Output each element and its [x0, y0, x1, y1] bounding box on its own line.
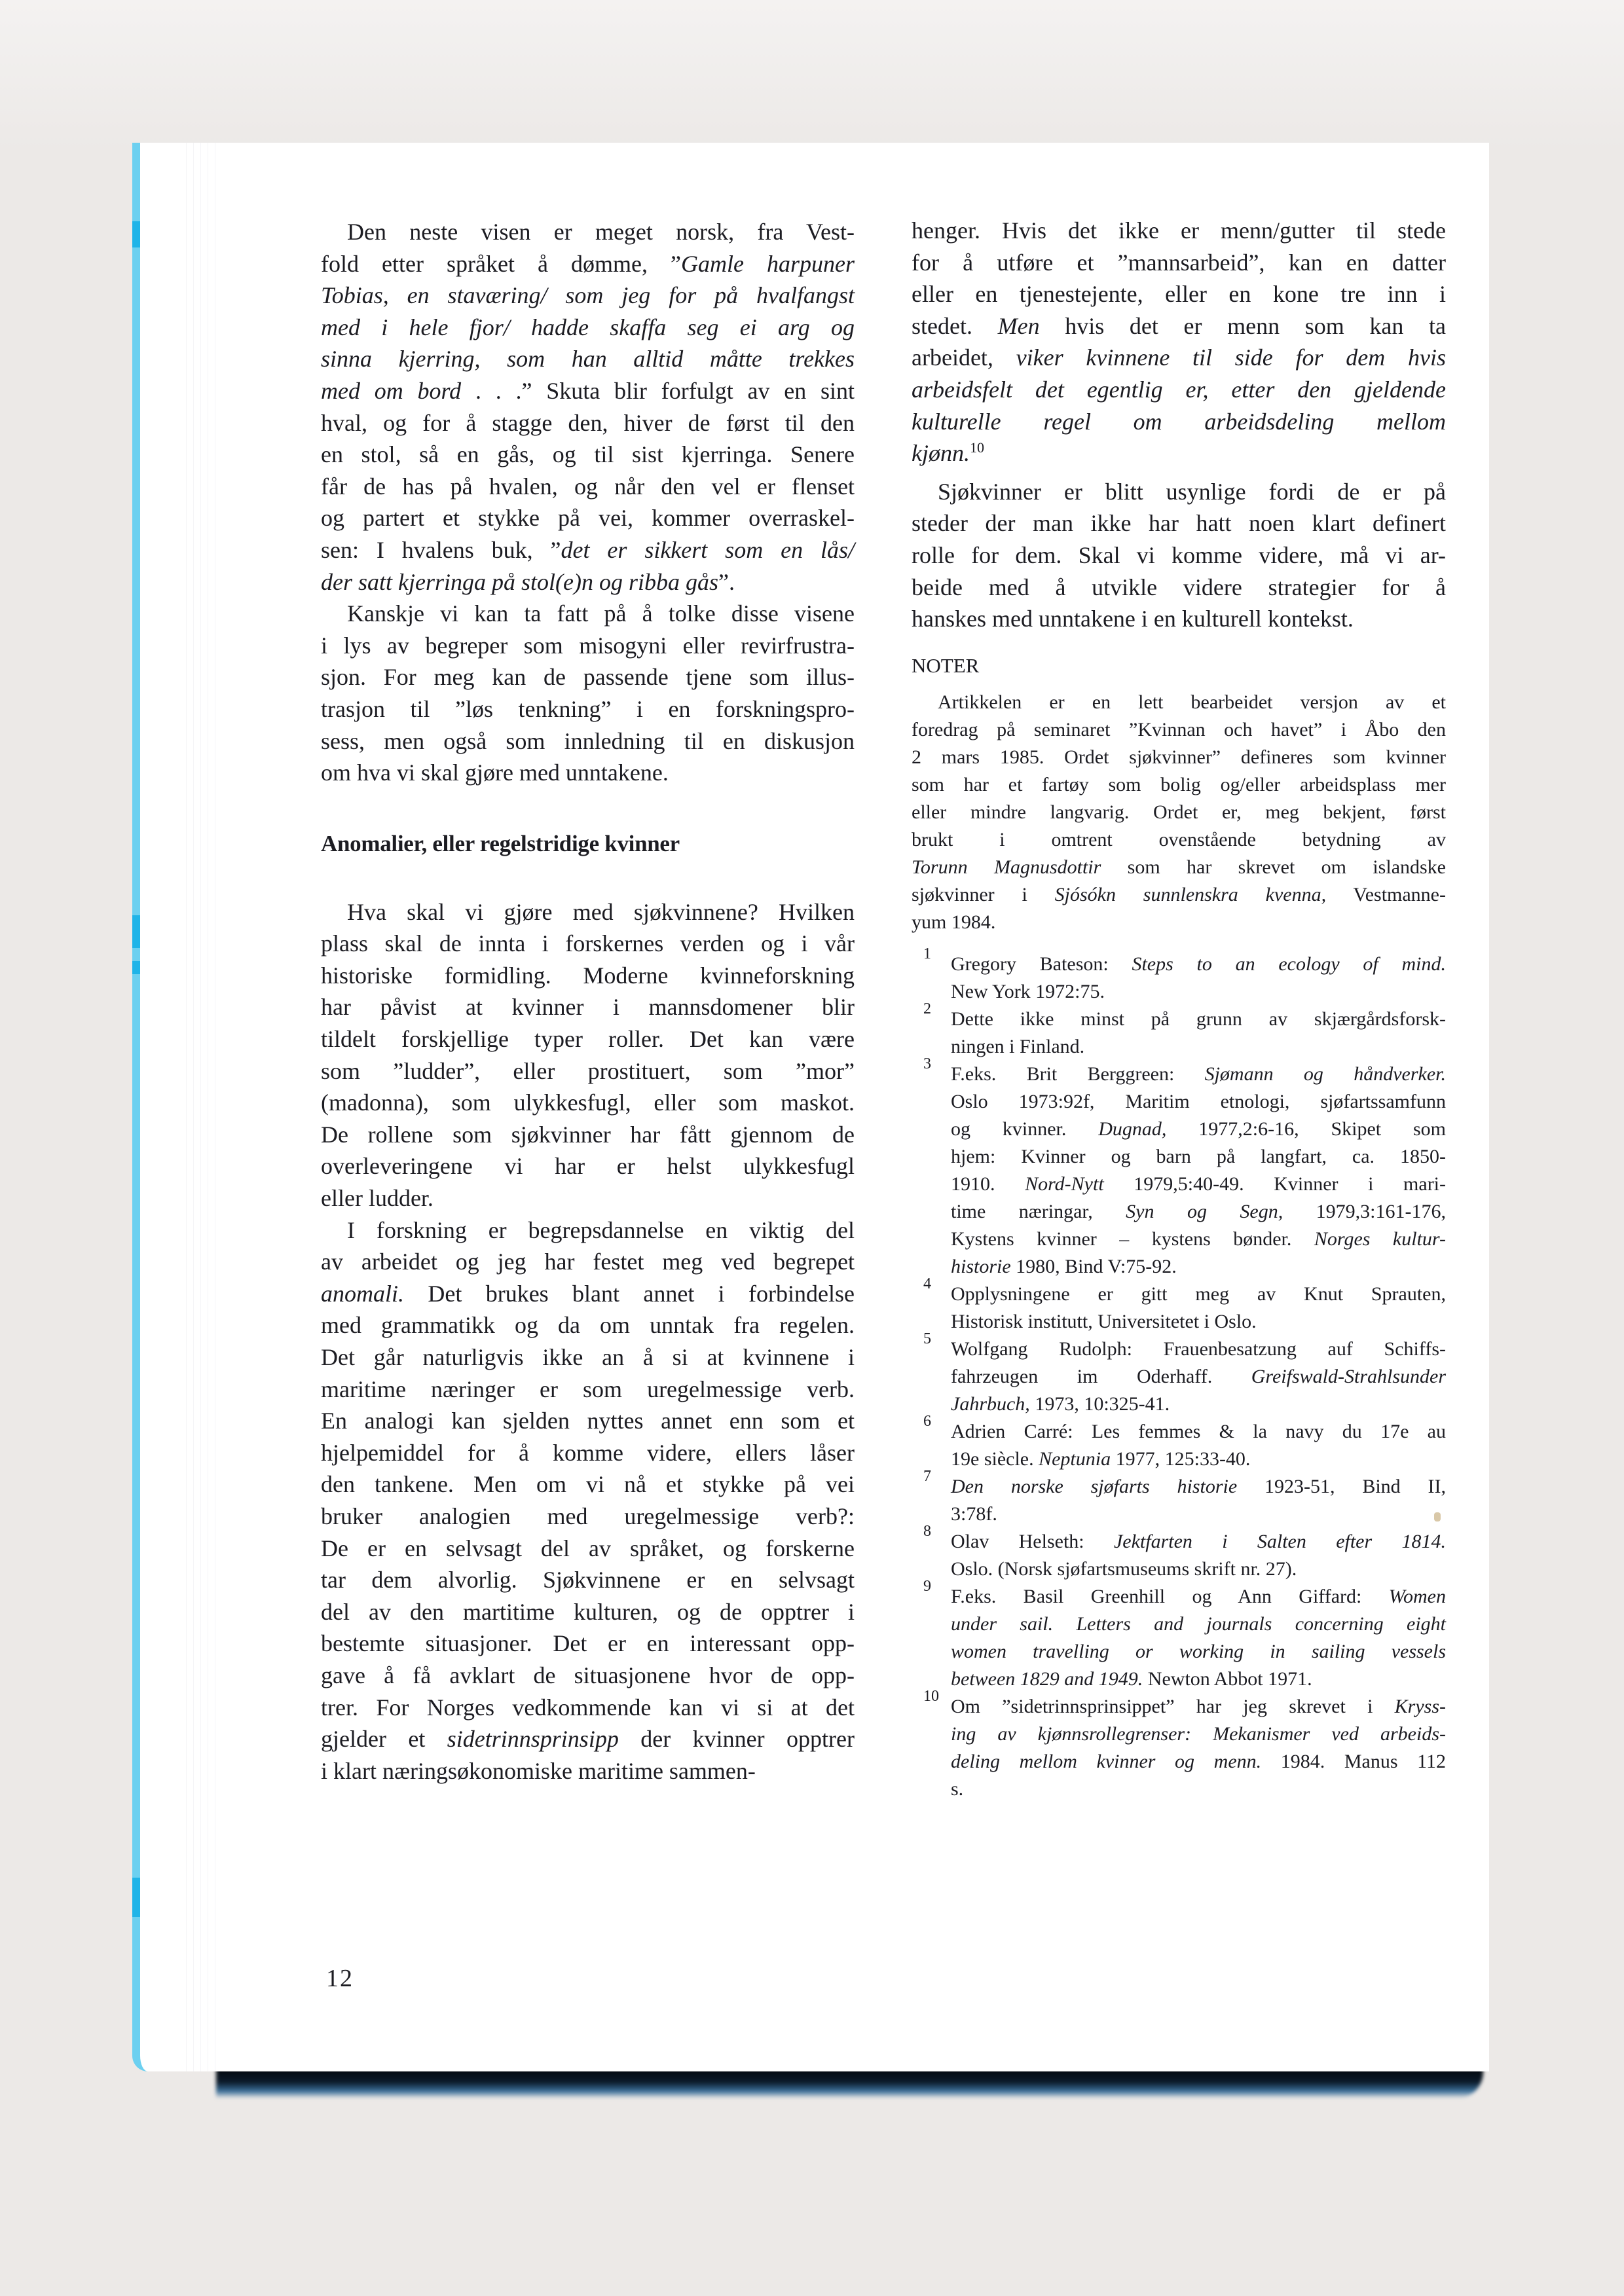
text-line — [912, 799, 1446, 826]
footnote-number: 7 — [923, 1467, 931, 1485]
text-run: Historisk institutt, Universitetet i Oslo. — [951, 1310, 1257, 1332]
text-line — [321, 1692, 855, 1724]
text-run: stedet. — [912, 312, 998, 339]
text-line — [321, 534, 855, 566]
text-line — [951, 1363, 1446, 1391]
cover-edge-mark — [132, 221, 140, 247]
text-line — [321, 991, 855, 1023]
text-line — [321, 1564, 855, 1596]
italic-text: det er sikkert som en lås/ — [561, 536, 855, 563]
text-line — [951, 1061, 1446, 1088]
text-run: sen: I hvalens buk, ” — [321, 536, 561, 563]
text-line — [912, 689, 1446, 716]
text-run: Oslo. (Norsk sjøfartsmuseums skrift nr. 27). — [951, 1558, 1297, 1580]
text-run: henger. Hvis det ikke er menn/gutter til stede — [912, 217, 1446, 244]
text-run: Om ”sidetrinnsprinsippet” har jeg skrevet i — [951, 1695, 1395, 1717]
text-run: hjelpemiddel for å komme videre, ellers låser — [321, 1439, 855, 1466]
italic-text: Torunn Magnusdottir — [912, 856, 1101, 878]
footnote-number: 9 — [923, 1577, 931, 1595]
text-run: 1980, Bind V:75-92. — [1010, 1255, 1177, 1277]
text-run: 1923-51, Bind II, — [1237, 1475, 1446, 1497]
text-line — [951, 1253, 1446, 1281]
section-heading: Anomalier, eller regelstridige kvinner — [321, 830, 680, 856]
cover-edge-mark — [132, 915, 140, 948]
footnote-number: 4 — [923, 1275, 931, 1292]
italic-text: ing av kjønnsrollegrenser: Mekanismer ved arbeids- — [951, 1722, 1446, 1745]
text-line — [321, 1214, 855, 1247]
text-line — [951, 1611, 1446, 1638]
italic-text: Sjømann og håndverker. — [1204, 1063, 1446, 1085]
text-run: New York 1972:75. — [951, 980, 1105, 1002]
text-run: yum 1984. — [912, 911, 996, 933]
text-line — [951, 1281, 1446, 1308]
paragraph — [321, 598, 855, 789]
text-line — [321, 1246, 855, 1278]
text-run: med grammatikk og da om unntak fra regelen. — [321, 1312, 855, 1339]
text-line — [951, 1171, 1446, 1198]
text-line — [321, 1309, 855, 1341]
paragraph — [321, 896, 855, 1214]
text-line — [321, 502, 855, 534]
text-run: sjon. For meg kan de passende tjene som illus- — [321, 664, 855, 691]
text-run: eller ludder. — [321, 1185, 434, 1212]
italic-text: Kryss- — [1394, 1695, 1446, 1717]
text-run: Vestmanne- — [1326, 883, 1446, 905]
text-line — [912, 603, 1446, 635]
text-run: for å utføre et ”mannsarbeid”, kan en datter — [912, 249, 1446, 276]
text-line — [951, 1446, 1446, 1473]
text-run: hvis det er menn som kan ta — [1039, 312, 1446, 339]
text-line — [321, 598, 855, 630]
text-line — [912, 247, 1446, 279]
text-line — [951, 1583, 1446, 1611]
cover-edge-mark — [132, 1878, 140, 1917]
footnote-number: 10 — [923, 1687, 939, 1705]
text-line — [321, 1468, 855, 1501]
footnote-number: 8 — [923, 1522, 931, 1540]
text-run: hval, og for å stagge den, hiver de først til den — [321, 409, 855, 436]
text-line — [951, 1473, 1446, 1501]
text-run: som har skrevet om islandske — [1101, 856, 1447, 878]
text-line — [321, 439, 855, 471]
text-run: 3:78f. — [951, 1503, 997, 1525]
text-line — [321, 407, 855, 439]
text-line — [321, 1119, 855, 1151]
italic-text: viker kvinnene til side for dem hvis — [1016, 344, 1446, 371]
text-run: ”. — [718, 568, 735, 595]
text-run: 2 mars 1985. Ordet sjøkvinner” defineres som kvinner — [912, 746, 1446, 768]
text-line — [321, 1182, 855, 1214]
text-line — [321, 216, 855, 248]
text-line — [912, 572, 1446, 604]
text-line — [321, 1628, 855, 1660]
text-line — [912, 507, 1446, 539]
italic-text: med i hele fjor/ hadde skaffa seg ei arg og — [321, 314, 855, 340]
footnote — [912, 1412, 1446, 1473]
text-run: en stol, så en gås, og til sist kjerringa. Senere — [321, 441, 855, 468]
text-run: Det går naturligvis ikke an å si at kvinnene i — [321, 1344, 855, 1370]
text-line — [951, 1336, 1446, 1363]
text-line — [321, 375, 855, 407]
italic-text: anomali. — [321, 1280, 405, 1307]
text-run: De rollene som sjøkvinner har fått gjennom de — [321, 1121, 855, 1148]
text-run: overleveringene vi har er helst ulykkesfugl — [321, 1153, 855, 1180]
text-run: foredrag på seminaret ”Kvinnan och havet” i Åbo den — [912, 718, 1446, 740]
text-run: F.eks. Basil Greenhill og Ann Giffard: — [951, 1585, 1389, 1607]
italic-text: Women — [1388, 1585, 1446, 1607]
italic-text: kjønn. — [912, 440, 970, 467]
text-run: historiske formidling. Moderne kvinneforskning — [321, 962, 855, 989]
text-run: fahrzeugen im Oderhaff. — [951, 1365, 1251, 1387]
text-line — [912, 278, 1446, 310]
footnote-number: 1 — [923, 945, 931, 962]
text-run: beide med å utvikle videre strategier for å — [912, 574, 1446, 600]
italic-text: Neptunia — [1039, 1448, 1111, 1470]
text-run: som har et fartøy som bolig og/eller arbeidsplass mer — [912, 773, 1446, 795]
text-run: om hva vi skal gjøre med unntakene. — [321, 759, 669, 786]
text-line — [951, 1418, 1446, 1446]
footnote — [912, 1522, 1446, 1583]
text-run: F.eks. Brit Berggreen: — [951, 1063, 1205, 1085]
text-line — [951, 1198, 1446, 1226]
text-line — [321, 1278, 855, 1310]
italic-text: Norges kultur- — [1314, 1228, 1446, 1250]
italic-text: between 1829 and 1949. — [951, 1667, 1143, 1690]
page-stack-edges — [179, 143, 219, 2071]
text-line — [912, 539, 1446, 572]
italic-text: historie — [951, 1255, 1011, 1277]
cover-edge-mark — [132, 961, 140, 974]
text-line — [321, 1723, 855, 1755]
intro-note — [912, 689, 1446, 936]
italic-text: Jahrbuch, — [951, 1393, 1030, 1415]
text-run: De er en selvsagt del av språket, og forskerne — [321, 1535, 855, 1561]
paragraph — [321, 1214, 855, 1787]
text-line — [912, 854, 1446, 881]
text-line — [912, 342, 1446, 374]
text-line — [951, 1501, 1446, 1528]
paper-speck — [1434, 1512, 1441, 1522]
text-run: Artikkelen er en lett bearbeidet versjon av et — [938, 691, 1446, 713]
text-line — [912, 310, 1446, 342]
text-line — [321, 312, 855, 344]
text-line — [951, 1693, 1446, 1721]
text-run: Adrien Carré: Les femmes & la navy du 17e au — [951, 1420, 1446, 1442]
text-line — [912, 374, 1446, 406]
text-run: 19e siècle. — [951, 1448, 1039, 1470]
italic-text: Nord-Nytt — [1025, 1173, 1104, 1195]
text-line — [951, 951, 1446, 978]
text-line — [951, 1088, 1446, 1116]
text-line — [321, 661, 855, 693]
text-run: I forskning er begrepsdannelse en viktig del — [347, 1216, 855, 1243]
text-run: Hva skal vi gjøre med sjøkvinnene? Hvilken — [347, 898, 855, 925]
text-run: rolle for dem. Skal vi komme videre, må vi ar- — [912, 541, 1446, 568]
text-line — [321, 1755, 855, 1787]
text-run: gave å få avklart de situasjonene hvor de opp- — [321, 1662, 855, 1688]
left-column — [321, 216, 855, 1787]
text-run: eller en tjenestejente, eller en kone tre inn i — [912, 281, 1446, 308]
text-line — [912, 716, 1446, 744]
italic-text: deling mellom kvinner og menn. — [951, 1750, 1262, 1772]
text-line — [321, 1374, 855, 1406]
text-run: 1977,2:6-16, Skipet som — [1166, 1118, 1446, 1140]
text-run: del av den martitime kulturen, og de opptrer i — [321, 1598, 855, 1625]
text-run: får de has på hvalen, og når den vel er flenset — [321, 473, 855, 500]
text-run: som ”ludder”, eller prostituert, som ”mor” — [321, 1057, 855, 1084]
text-run: tar dem alvorlig. Sjøkvinnene er en selvsagt — [321, 1567, 855, 1594]
text-run: av arbeidet og jeg har festet meg ved begrepet — [321, 1248, 855, 1275]
text-run: Opplysningene er gitt meg av Knut Sprauten, — [951, 1283, 1446, 1305]
text-line — [912, 215, 1446, 247]
footnote — [912, 1330, 1446, 1418]
text-run: i lys av begreper som misogyni eller revirfrustra- — [321, 632, 855, 659]
text-run: sess, men også som innledning til en diskusjon — [321, 727, 855, 754]
text-run: maritime næringer er som uregelmessige verb. — [321, 1376, 855, 1402]
text-run: Kystens kvinner – kystens bønder. — [951, 1228, 1314, 1250]
text-run: s. — [951, 1777, 964, 1800]
text-line — [321, 960, 855, 992]
footnote — [912, 1577, 1446, 1693]
footnote-number: 5 — [923, 1330, 931, 1347]
text-line — [951, 1721, 1446, 1748]
text-line — [321, 1501, 855, 1533]
text-line — [321, 1533, 855, 1565]
text-line — [321, 1341, 855, 1374]
text-line — [321, 1055, 855, 1087]
text-line — [912, 771, 1446, 799]
text-line — [912, 744, 1446, 771]
italic-text: Men — [997, 312, 1040, 339]
footnote — [912, 1055, 1447, 1281]
italic-text: sinna kjerring, som han alltid måtte trekkes — [321, 346, 855, 373]
paragraph — [912, 215, 1446, 469]
footnote-number: 6 — [923, 1412, 931, 1430]
footnote-number: 3 — [923, 1055, 931, 1072]
text-line — [951, 1748, 1446, 1776]
text-run: 1973, 10:325-41. — [1029, 1393, 1170, 1415]
page-number: 12 — [326, 1965, 354, 1992]
text-run: gjelder et — [321, 1726, 447, 1753]
footnote — [912, 1687, 1446, 1803]
text-line — [951, 1116, 1446, 1143]
italic-text: Syn og Segn, — [1126, 1200, 1283, 1222]
text-line — [321, 343, 855, 375]
footnote-ref: 10 — [969, 439, 984, 456]
text-run: Det brukes blant annet i forbindelse — [404, 1280, 855, 1307]
text-line — [912, 406, 1446, 438]
text-run: Newton Abbot 1971. — [1143, 1667, 1312, 1690]
text-line — [951, 1308, 1446, 1336]
text-line — [321, 280, 855, 312]
text-run: bruker analogien med uregelmessige verb?: — [321, 1503, 855, 1529]
right-column — [912, 215, 1446, 1803]
paragraph — [912, 476, 1446, 635]
text-line — [912, 881, 1446, 909]
text-run: brukt i omtrent ovenstående betydning av — [912, 828, 1446, 850]
text-run: Gregory Bateson: — [951, 953, 1132, 975]
text-run: steder der man ikke har hatt noen klart definert — [912, 510, 1446, 537]
text-run: i klart næringsøkonomiske maritime sammen- — [321, 1757, 756, 1784]
text-run: (madonna), som ulykkesfugl, eller som maskot. — [321, 1089, 855, 1116]
italic-text: Den norske sjøfarts historie — [951, 1475, 1238, 1497]
footnote — [912, 1467, 1446, 1528]
italic-text: Dugnad, — [1098, 1118, 1167, 1140]
text-run: hanskes med unntakene i en kulturell kontekst. — [912, 606, 1354, 632]
text-run: 1910. — [951, 1173, 1025, 1195]
italic-text: Greifswald-Strahlsunder — [1251, 1365, 1446, 1387]
text-line — [321, 1596, 855, 1628]
italic-text: Tobias, en staværing/ som jeg for på hvalfangst — [321, 282, 855, 309]
italic-text: med om bord — [321, 377, 462, 404]
text-line — [321, 757, 855, 789]
paragraph — [321, 216, 855, 598]
text-run: 1979,3:161-176, — [1283, 1200, 1446, 1222]
text-line — [321, 1150, 855, 1182]
italic-text: Gamle harpuner — [680, 250, 855, 277]
text-run: fold etter språket å dømme, ” — [321, 250, 681, 277]
italic-text: der satt kjerringa på stol(e)n og ribba gås — [321, 568, 718, 595]
notes-heading: NOTER — [912, 653, 980, 677]
text-run: ningen i Finland. — [951, 1035, 1085, 1057]
text-run: den tankene. Men om vi nå et stykke på vei — [321, 1471, 855, 1498]
text-line — [321, 1437, 855, 1469]
text-line — [321, 248, 855, 280]
text-run: Kanskje vi kan ta fatt på å tolke disse visene — [347, 600, 855, 627]
text-line — [321, 566, 855, 598]
text-line — [951, 1666, 1446, 1693]
text-line — [912, 826, 1446, 854]
text-line — [321, 896, 855, 928]
text-run: der kvinner opptrer — [618, 1726, 855, 1753]
text-run: Sjøkvinner er blitt usynlige fordi de er på — [938, 478, 1446, 505]
text-line — [321, 1405, 855, 1437]
text-line — [951, 1006, 1446, 1033]
italic-text: Steps to an ecology of mind. — [1132, 953, 1446, 975]
text-line — [321, 928, 855, 960]
text-run: . . .” Skuta blir forfulgt av en sint — [461, 377, 855, 404]
text-line — [321, 630, 855, 662]
text-line — [321, 1087, 855, 1119]
text-line — [321, 725, 855, 757]
text-run: og kvinner. — [951, 1118, 1099, 1140]
text-line — [951, 1776, 1446, 1803]
footnote-list — [912, 945, 1447, 1803]
text-run: bestemte situasjoner. Det er en interessant opp- — [321, 1630, 855, 1657]
text-run: sjøkvinner i — [912, 883, 1055, 905]
scan-background — [0, 0, 1624, 151]
text-run: Dette ikke minst på grunn av skjærgårdsforsk- — [951, 1008, 1446, 1030]
text-line — [951, 1143, 1446, 1171]
text-run: 1977, 125:33-40. — [1111, 1448, 1251, 1470]
italic-text: women travelling or working in sailing vessels — [951, 1640, 1446, 1662]
text-run: tildelt forskjellige typer roller. Det kan være — [321, 1026, 855, 1053]
italic-text: arbeidsfelt det egentlig er, etter den gjeldende — [912, 376, 1446, 403]
text-line — [321, 693, 855, 725]
italic-text: sidetrinnsprinsipp — [447, 1726, 619, 1753]
text-line — [951, 1556, 1446, 1583]
text-run: har påvist at kvinner i mannsdomener blir — [321, 994, 855, 1021]
footnote — [912, 1275, 1446, 1336]
text-run: Olav Helseth: — [951, 1530, 1114, 1552]
text-line — [951, 1033, 1446, 1061]
text-run: trasjon til ”løs tenkning” i en forskningspro- — [321, 695, 855, 722]
text-line — [951, 1226, 1446, 1253]
italic-text: Jektfarten i Salten efter 1814. — [1113, 1530, 1446, 1552]
text-run: Den neste visen er meget norsk, fra Vest- — [347, 219, 855, 245]
text-run: time næringar, — [951, 1200, 1126, 1222]
text-line — [912, 437, 1446, 469]
italic-text: Sjósókn sunnlenskra kvenna, — [1054, 883, 1327, 905]
text-line — [912, 476, 1446, 508]
text-run: eller mindre langvarig. Ordet er, meg bekjent, først — [912, 801, 1446, 823]
footnote — [912, 945, 1446, 1006]
footnote-number: 2 — [923, 1000, 931, 1017]
text-line — [951, 978, 1446, 1006]
text-line — [951, 1528, 1446, 1556]
text-run: trer. For Norges vedkommende kan vi si at det — [321, 1694, 855, 1721]
text-line — [321, 1660, 855, 1692]
text-run: 1984. Manus 112 — [1261, 1750, 1446, 1772]
text-run: Oslo 1973:92f, Maritim etnologi, sjøfartssamfunn — [951, 1090, 1446, 1112]
text-line — [321, 1023, 855, 1055]
text-run: og partert et stykke på vei, kommer overraskel- — [321, 505, 855, 532]
footnote — [912, 1000, 1446, 1061]
text-run: 1979,5:40-49. Kvinner i mari- — [1103, 1173, 1447, 1195]
italic-text: kulturelle regel om arbeidsdeling mellom — [912, 408, 1446, 435]
text-run: Wolfgang Rudolph: Frauenbesatzung auf Schiffs- — [951, 1338, 1446, 1360]
text-line — [912, 909, 1446, 936]
notes-section — [912, 652, 1446, 1803]
text-run: plass skal de innta i forskernes verden og i vår — [321, 930, 855, 957]
text-line — [951, 1638, 1446, 1666]
italic-text: under sail. Letters and journals concerning eight — [951, 1613, 1446, 1635]
text-run: arbeidet, — [912, 344, 1016, 371]
text-run: En analogi kan sjelden nyttes annet enn som et — [321, 1408, 855, 1434]
text-line — [321, 471, 855, 503]
text-line — [951, 1391, 1446, 1418]
text-run: hjem: Kvinner og barn på langfart, ca. 1850- — [951, 1145, 1446, 1167]
